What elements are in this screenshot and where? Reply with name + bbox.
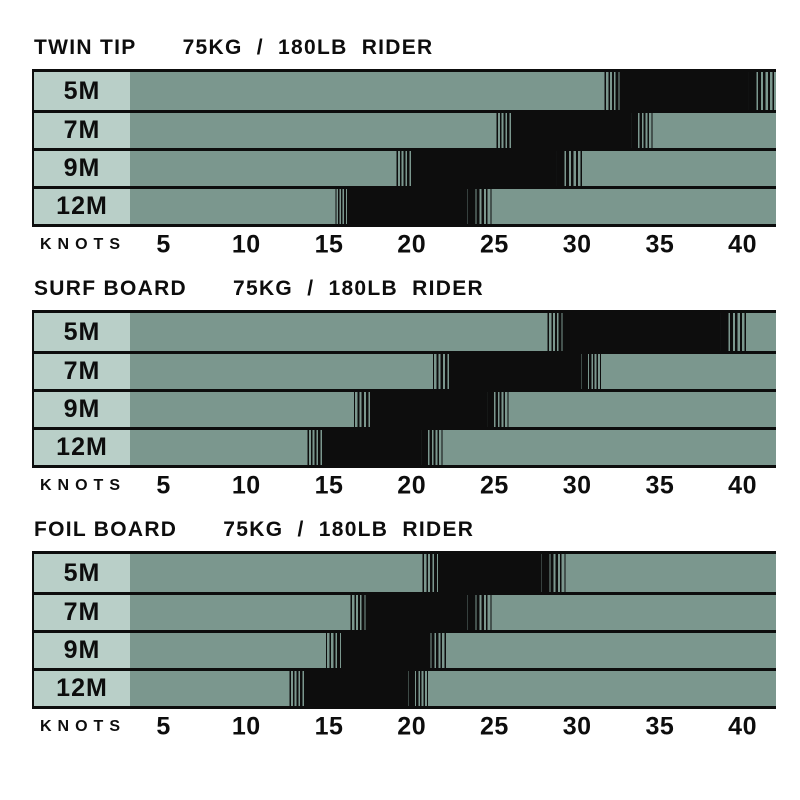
kite-size-label: 12M (34, 671, 130, 706)
wind-range-solid-band (311, 671, 408, 706)
wind-range-bar (130, 595, 776, 630)
axis-tick-label: 35 (645, 230, 675, 258)
kite-size-row (34, 592, 776, 630)
kite-chart-section (32, 518, 776, 743)
wind-range-bar (130, 189, 776, 224)
kite-size-row (34, 427, 776, 465)
knots-axis-ticks (128, 469, 776, 502)
wind-range-bar (130, 354, 776, 389)
wind-range-bar (130, 392, 776, 427)
rider-weight-spec: 75KG / 180LB RIDER (233, 277, 484, 300)
wind-range-bar (130, 430, 776, 465)
kite-size-label: 7M (34, 354, 130, 389)
section-header (34, 36, 776, 60)
wind-range-solid-band (518, 113, 630, 148)
axis-tick-label: 40 (728, 471, 757, 499)
wind-range-solid-band (446, 554, 542, 592)
wind-range-fade-out-hatch (748, 72, 776, 110)
wind-range-fade-out-hatch (408, 671, 429, 706)
kite-size-label: 7M (34, 113, 130, 148)
axis-tick-label: 15 (314, 471, 344, 499)
kite-size-row (34, 389, 776, 427)
axis-tick-label: 40 (728, 230, 757, 258)
section-header (34, 518, 776, 542)
wind-range-solid-band (329, 430, 421, 465)
wind-range-fade-in-hatch (546, 313, 569, 351)
wind-range-fade-out-hatch (467, 189, 493, 224)
wind-range-fade-in-hatch (603, 72, 628, 110)
wind-range-bar (130, 313, 776, 351)
wind-range-fade-out-hatch (421, 430, 444, 465)
kite-size-label: 5M (34, 313, 130, 351)
kite-size-label: 5M (34, 554, 130, 592)
wind-range-solid-band (570, 313, 720, 351)
wind-range-fade-in-hatch (324, 633, 349, 668)
axis-tick-label: 10 (231, 230, 261, 258)
axis-tick-label: 10 (231, 712, 261, 740)
kite-size-row (34, 148, 776, 186)
wind-range-fade-in-hatch (495, 113, 518, 148)
wind-range-fade-out-hatch (631, 113, 654, 148)
kite-size-label: 12M (34, 189, 130, 224)
wind-range-fade-in-hatch (349, 595, 374, 630)
axis-tick-label: 40 (728, 712, 757, 740)
wind-range-solid-band (349, 633, 423, 668)
wind-range-fade-in-hatch (352, 392, 378, 427)
wind-range-bar (130, 151, 776, 186)
wind-range-fade-in-hatch (421, 554, 446, 592)
knots-axis (32, 710, 776, 743)
kite-chart-section (32, 36, 776, 261)
kite-size-label: 9M (34, 151, 130, 186)
axis-tick-label: 30 (562, 712, 592, 740)
axis-tick-label: 35 (645, 471, 675, 499)
wind-range-solid-band (457, 354, 581, 389)
kite-size-row (34, 554, 776, 592)
chart-sections-container (32, 36, 776, 743)
kite-size-row (34, 313, 776, 351)
axis-tick-label: 25 (480, 471, 509, 499)
kite-size-label: 12M (34, 430, 130, 465)
axis-tick-label: 25 (480, 230, 509, 258)
wind-range-bar (130, 554, 776, 592)
wind-range-bar (130, 113, 776, 148)
section-header (34, 277, 776, 301)
axis-tick-label: 25 (480, 712, 509, 740)
wind-range-solid-band (353, 189, 467, 224)
axis-tick-label: 5 (156, 712, 171, 740)
wind-range-fade-in-hatch (395, 151, 418, 186)
kite-size-row (34, 72, 776, 110)
wind-range-fade-in-hatch (334, 189, 354, 224)
knots-axis-ticks (128, 228, 776, 261)
knots-axis-ticks (128, 710, 776, 743)
axis-tick-label: 20 (397, 471, 427, 499)
axis-tick-label: 20 (397, 230, 427, 258)
wind-range-solid-band (627, 72, 747, 110)
rider-weight-spec: 75KG / 180LB RIDER (182, 36, 434, 59)
axis-tick-label: 30 (562, 230, 592, 258)
kite-chart-section (32, 277, 776, 502)
kite-size-label: 5M (34, 72, 130, 110)
wind-range-fade-in-hatch (431, 354, 457, 389)
wind-range-fade-out-hatch (467, 595, 493, 630)
rider-weight-spec: 75KG / 180LB RIDER (223, 518, 475, 541)
wind-range-bar (130, 72, 776, 110)
wind-range-chart (32, 310, 776, 468)
kite-size-row (34, 186, 776, 224)
wind-range-bar (130, 633, 776, 668)
axis-tick-label: 10 (231, 471, 261, 499)
wind-range-fade-out-hatch (423, 633, 448, 668)
wind-range-fade-in-hatch (306, 430, 329, 465)
section-title: FOIL BOARD (34, 518, 178, 541)
knots-axis (32, 469, 776, 502)
wind-range-fade-out-hatch (581, 354, 602, 389)
wind-range-chart (32, 69, 776, 227)
axis-tick-label: 15 (314, 712, 344, 740)
wind-range-chart (32, 551, 776, 709)
knots-axis-label: KNOTS (40, 235, 126, 253)
wind-range-fade-out-hatch (487, 392, 510, 427)
kite-size-label: 7M (34, 595, 130, 630)
wind-range-fade-in-hatch (288, 671, 311, 706)
section-title: SURF BOARD (34, 277, 187, 300)
axis-tick-label: 35 (645, 712, 675, 740)
axis-tick-label: 5 (156, 471, 171, 499)
knots-axis (32, 228, 776, 261)
axis-tick-label: 15 (314, 230, 344, 258)
wind-range-fade-out-hatch (720, 313, 748, 351)
axis-tick-label: 5 (156, 230, 171, 258)
kite-size-label: 9M (34, 633, 130, 668)
kite-size-row (34, 668, 776, 706)
section-title: TWIN TIP (34, 36, 137, 59)
kite-size-row (34, 630, 776, 668)
wind-range-fade-out-hatch (541, 554, 567, 592)
kite-size-label: 9M (34, 392, 130, 427)
wind-range-fade-out-hatch (556, 151, 584, 186)
wind-range-bar (130, 671, 776, 706)
kite-size-row (34, 110, 776, 148)
knots-axis-label: KNOTS (40, 476, 126, 494)
kite-size-row (34, 351, 776, 389)
wind-range-solid-band (418, 151, 557, 186)
axis-tick-label: 20 (397, 712, 427, 740)
axis-tick-label: 30 (562, 471, 592, 499)
wind-range-solid-band (378, 392, 487, 427)
wind-range-solid-band (373, 595, 467, 630)
knots-axis-label: KNOTS (40, 717, 126, 735)
